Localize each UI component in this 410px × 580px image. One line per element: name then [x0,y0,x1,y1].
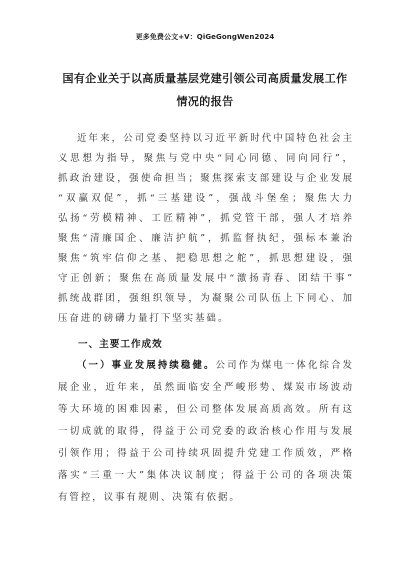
intro-line: 守正创新；聚焦在高质量发展中“激扬青春、团结干事” [58,273,352,284]
intro-line: 聚焦“筑牢信仰之基、把稳思想之舵”，抓思想建设，强 [58,253,352,264]
subsection-line: 等大环境的困难因素，但公司整体发展高质高效。所有这 [58,404,352,415]
subsection-heading: （一）事业发展持续稳健。 [77,360,216,371]
intro-line: 抓政治建设，强使命担当；聚焦探索支部建设与企业发展 [58,173,352,184]
subsection-line: 落实“三重一大”集体决议制度；得益于公司的各项决策 [58,470,352,481]
subsection-first-line [58,356,352,376]
subsection-first-line-text: 公司作为煤电一体化综合发 [215,360,352,371]
header-note: 更多免费公文+V：QiGeGongWen2024 [135,33,275,41]
section-heading: 一、主要工作成效 [78,339,163,350]
intro-line: 近年来，公司党委坚持以习近平新时代中国特色社会主 [77,133,352,144]
document-title-line-2: 情况的报告 [176,95,234,108]
subsection-line: 引领作用；得益于公司持续巩固提升党建工作质效，严格 [58,448,352,459]
intro-line: 聚焦“清廉国企、廉洁护航”，抓监督执纪，强标本兼治 [58,233,352,244]
subsection-line: 有管控，议事有规则、决策有依据。 [58,492,241,503]
intro-line: 抓统战群团，强组织领导，为凝聚公司队伍上下同心、加 [58,293,352,304]
subsection-line: 一切成就的取得，得益于公司党委的政治核心作用与发展 [58,426,352,437]
intro-line: 弘扬“劳模精神、工匠精神”，抓党管干部，强人才培养 [58,213,352,224]
intro-line: 义思想为指导，聚焦与党中央“同心同德、同向同行”， [58,153,352,164]
intro-line: 压奋进的磅礴力量打下坚实基础。 [58,313,230,324]
document-title-line-1: 国有企业关于以高质量基层党建引领公司高质量发展工作 [62,72,348,85]
intro-line: “双赢双促”，抓“三基建设”，强战斗堡垒；聚焦大力 [58,193,352,204]
subsection-line: 展企业，近年来，虽然面临安全严峻形势、煤炭市场波动 [58,382,352,393]
